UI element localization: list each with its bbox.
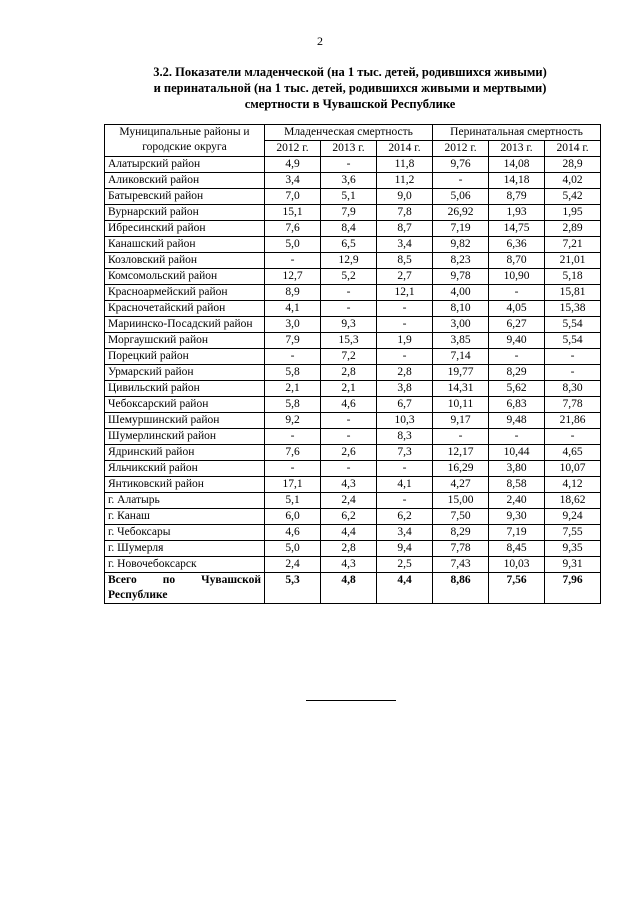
infant-mortality-value: 2,7 xyxy=(377,269,433,285)
header-year: 2012 г. xyxy=(265,141,321,157)
region-name: г. Новочебоксарск xyxy=(105,557,265,573)
table-row xyxy=(105,333,601,349)
infant-mortality-value: 7,6 xyxy=(265,445,321,461)
header-year: 2014 г. xyxy=(545,141,601,157)
infant-mortality-value: 3,0 xyxy=(265,317,321,333)
mortality-table xyxy=(104,124,601,604)
perinatal-mortality-value: 7,96 xyxy=(545,573,601,604)
infant-mortality-value: 8,9 xyxy=(265,285,321,301)
perinatal-mortality-value: 15,38 xyxy=(545,301,601,317)
infant-mortality-value: 2,8 xyxy=(321,541,377,557)
perinatal-mortality-value: 28,9 xyxy=(545,157,601,173)
infant-mortality-value: 7,9 xyxy=(265,333,321,349)
infant-mortality-value: 7,9 xyxy=(321,205,377,221)
perinatal-mortality-value: 9,30 xyxy=(489,509,545,525)
perinatal-mortality-value: 8,79 xyxy=(489,189,545,205)
region-name: Янтиковский район xyxy=(105,477,265,493)
infant-mortality-value: 11,2 xyxy=(377,173,433,189)
infant-mortality-value: 2,4 xyxy=(321,493,377,509)
perinatal-mortality-value: 9,35 xyxy=(545,541,601,557)
infant-mortality-value: 11,8 xyxy=(377,157,433,173)
perinatal-mortality-value: 7,19 xyxy=(489,525,545,541)
header-region: Муниципальные районы и городские округа xyxy=(105,125,265,157)
header-perinatal-mortality: Перинатальная смертность xyxy=(433,125,601,141)
infant-mortality-value: 4,8 xyxy=(321,573,377,604)
infant-mortality-value: 6,2 xyxy=(321,509,377,525)
region-name: Канашский район xyxy=(105,237,265,253)
perinatal-mortality-value: 15,81 xyxy=(545,285,601,301)
header-year: 2013 г. xyxy=(489,141,545,157)
infant-mortality-value: - xyxy=(321,461,377,477)
region-name: Комсомольский район xyxy=(105,269,265,285)
perinatal-mortality-value: 8,29 xyxy=(489,365,545,381)
infant-mortality-value: - xyxy=(265,253,321,269)
region-name: Красноармейский район xyxy=(105,285,265,301)
infant-mortality-value: 4,1 xyxy=(265,301,321,317)
infant-mortality-value: 5,1 xyxy=(321,189,377,205)
perinatal-mortality-value: 7,50 xyxy=(433,509,489,525)
infant-mortality-value: 4,4 xyxy=(321,525,377,541)
heading-line-1: 3.2. Показатели младенческой (на 1 тыс. детей, родившихся живыми) xyxy=(153,65,547,79)
infant-mortality-value: 15,1 xyxy=(265,205,321,221)
table-row xyxy=(105,301,601,317)
region-name: Чебоксарский район xyxy=(105,397,265,413)
infant-mortality-value: 3,4 xyxy=(377,525,433,541)
table-row xyxy=(105,509,601,525)
table-row xyxy=(105,365,601,381)
region-name: Вурнарский район xyxy=(105,205,265,221)
table-row xyxy=(105,381,601,397)
table-row xyxy=(105,317,601,333)
infant-mortality-value: 1,9 xyxy=(377,333,433,349)
perinatal-mortality-value: 3,00 xyxy=(433,317,489,333)
infant-mortality-value: - xyxy=(265,429,321,445)
infant-mortality-value: 4,6 xyxy=(265,525,321,541)
region-name: Мариинско-Посадский район xyxy=(105,317,265,333)
perinatal-mortality-value: 7,19 xyxy=(433,221,489,237)
infant-mortality-value: 8,7 xyxy=(377,221,433,237)
infant-mortality-value: - xyxy=(321,157,377,173)
table-header xyxy=(105,125,601,157)
infant-mortality-value: - xyxy=(321,413,377,429)
perinatal-mortality-value: 8,23 xyxy=(433,253,489,269)
infant-mortality-value: 4,3 xyxy=(321,477,377,493)
perinatal-mortality-value: 6,27 xyxy=(489,317,545,333)
footer-rule xyxy=(306,700,396,701)
table-row xyxy=(105,429,601,445)
infant-mortality-value: 5,8 xyxy=(265,365,321,381)
infant-mortality-value: 7,2 xyxy=(321,349,377,365)
perinatal-mortality-value: 9,17 xyxy=(433,413,489,429)
perinatal-mortality-value: 4,05 xyxy=(489,301,545,317)
table-row xyxy=(105,173,601,189)
infant-mortality-value: 5,0 xyxy=(265,237,321,253)
table-row xyxy=(105,285,601,301)
table-row xyxy=(105,205,601,221)
perinatal-mortality-value: 9,78 xyxy=(433,269,489,285)
infant-mortality-value: 15,3 xyxy=(321,333,377,349)
perinatal-mortality-value: 10,90 xyxy=(489,269,545,285)
infant-mortality-value: 3,4 xyxy=(377,237,433,253)
perinatal-mortality-value: 7,21 xyxy=(545,237,601,253)
region-name: Алатырский район xyxy=(105,157,265,173)
infant-mortality-value: - xyxy=(265,349,321,365)
perinatal-mortality-value: - xyxy=(433,173,489,189)
perinatal-mortality-value: 16,29 xyxy=(433,461,489,477)
region-name: г. Алатырь xyxy=(105,493,265,509)
table-row xyxy=(105,461,601,477)
infant-mortality-value: 6,2 xyxy=(377,509,433,525)
perinatal-mortality-value: 10,44 xyxy=(489,445,545,461)
perinatal-mortality-value: 6,36 xyxy=(489,237,545,253)
table-row xyxy=(105,413,601,429)
infant-mortality-value: 9,0 xyxy=(377,189,433,205)
perinatal-mortality-value: 5,42 xyxy=(545,189,601,205)
perinatal-mortality-value: 8,45 xyxy=(489,541,545,557)
region-name: Цивильский район xyxy=(105,381,265,397)
region-name: Ибресинский район xyxy=(105,221,265,237)
table-row xyxy=(105,445,601,461)
infant-mortality-value: 7,8 xyxy=(377,205,433,221)
region-name: г. Шумерля xyxy=(105,541,265,557)
perinatal-mortality-value: 7,78 xyxy=(545,397,601,413)
table-row xyxy=(105,237,601,253)
perinatal-mortality-value: 7,56 xyxy=(489,573,545,604)
perinatal-mortality-value: 5,18 xyxy=(545,269,601,285)
perinatal-mortality-value: 9,24 xyxy=(545,509,601,525)
infant-mortality-value: - xyxy=(377,317,433,333)
perinatal-mortality-value: 19,77 xyxy=(433,365,489,381)
table-row xyxy=(105,269,601,285)
perinatal-mortality-value: - xyxy=(489,429,545,445)
infant-mortality-value: - xyxy=(321,301,377,317)
region-name: Красночетайский район xyxy=(105,301,265,317)
header-infant-mortality: Младенческая смертность xyxy=(265,125,433,141)
perinatal-mortality-value: 9,48 xyxy=(489,413,545,429)
table-body xyxy=(105,157,601,604)
infant-mortality-value: 5,2 xyxy=(321,269,377,285)
region-name: г. Канаш xyxy=(105,509,265,525)
infant-mortality-value: 12,7 xyxy=(265,269,321,285)
infant-mortality-value: - xyxy=(265,461,321,477)
infant-mortality-value: 2,6 xyxy=(321,445,377,461)
perinatal-mortality-value: - xyxy=(489,349,545,365)
table-row xyxy=(105,525,601,541)
perinatal-mortality-value: 12,17 xyxy=(433,445,489,461)
region-name: Шумерлинский район xyxy=(105,429,265,445)
infant-mortality-value: 7,0 xyxy=(265,189,321,205)
perinatal-mortality-value: - xyxy=(433,429,489,445)
infant-mortality-value: 9,3 xyxy=(321,317,377,333)
perinatal-mortality-value: 3,80 xyxy=(489,461,545,477)
perinatal-mortality-value: 14,31 xyxy=(433,381,489,397)
perinatal-mortality-value: 21,86 xyxy=(545,413,601,429)
perinatal-mortality-value: - xyxy=(545,365,601,381)
region-name: Порецкий район xyxy=(105,349,265,365)
perinatal-mortality-value: 5,54 xyxy=(545,333,601,349)
region-name: Ядринский район xyxy=(105,445,265,461)
infant-mortality-value: 2,1 xyxy=(321,381,377,397)
perinatal-mortality-value: 7,78 xyxy=(433,541,489,557)
table-row xyxy=(105,189,601,205)
perinatal-mortality-value: 3,85 xyxy=(433,333,489,349)
infant-mortality-value: 6,7 xyxy=(377,397,433,413)
table-row xyxy=(105,477,601,493)
perinatal-mortality-value: 14,08 xyxy=(489,157,545,173)
table-row xyxy=(105,493,601,509)
perinatal-mortality-value: 2,40 xyxy=(489,493,545,509)
region-name: Урмарский район xyxy=(105,365,265,381)
header-year: 2012 г. xyxy=(433,141,489,157)
infant-mortality-value: 17,1 xyxy=(265,477,321,493)
infant-mortality-value: 4,6 xyxy=(321,397,377,413)
perinatal-mortality-value: 14,18 xyxy=(489,173,545,189)
perinatal-mortality-value: 4,12 xyxy=(545,477,601,493)
table-row xyxy=(105,253,601,269)
perinatal-mortality-value: 10,11 xyxy=(433,397,489,413)
infant-mortality-value: 5,3 xyxy=(265,573,321,604)
perinatal-mortality-value: 10,07 xyxy=(545,461,601,477)
infant-mortality-value: - xyxy=(321,429,377,445)
perinatal-mortality-value: 6,83 xyxy=(489,397,545,413)
infant-mortality-value: 4,3 xyxy=(321,557,377,573)
infant-mortality-value: 5,8 xyxy=(265,397,321,413)
perinatal-mortality-value: 7,14 xyxy=(433,349,489,365)
perinatal-mortality-value: - xyxy=(489,285,545,301)
infant-mortality-value: 8,3 xyxy=(377,429,433,445)
perinatal-mortality-value: 5,54 xyxy=(545,317,601,333)
perinatal-mortality-value: 9,76 xyxy=(433,157,489,173)
perinatal-mortality-value: 8,10 xyxy=(433,301,489,317)
region-name: Шемуршинский район xyxy=(105,413,265,429)
infant-mortality-value: 4,9 xyxy=(265,157,321,173)
perinatal-mortality-value: 9,40 xyxy=(489,333,545,349)
table-row xyxy=(105,157,601,173)
region-name: Козловский район xyxy=(105,253,265,269)
infant-mortality-value: - xyxy=(377,493,433,509)
region-name: Аликовский район xyxy=(105,173,265,189)
region-name: Батыревский район xyxy=(105,189,265,205)
perinatal-mortality-value: 4,02 xyxy=(545,173,601,189)
perinatal-mortality-value: 8,86 xyxy=(433,573,489,604)
perinatal-mortality-value: 4,65 xyxy=(545,445,601,461)
perinatal-mortality-value: 5,62 xyxy=(489,381,545,397)
perinatal-mortality-value: 15,00 xyxy=(433,493,489,509)
infant-mortality-value: 7,6 xyxy=(265,221,321,237)
infant-mortality-value: - xyxy=(377,349,433,365)
perinatal-mortality-value: 7,55 xyxy=(545,525,601,541)
table-row xyxy=(105,349,601,365)
infant-mortality-value: 3,6 xyxy=(321,173,377,189)
heading-line-2: и перинатальной (на 1 тыс. детей, родившихся живыми и мертвыми) xyxy=(153,81,547,95)
infant-mortality-value: 2,8 xyxy=(377,365,433,381)
infant-mortality-value: 5,0 xyxy=(265,541,321,557)
infant-mortality-value: 9,4 xyxy=(377,541,433,557)
infant-mortality-value: 3,8 xyxy=(377,381,433,397)
infant-mortality-value: 2,4 xyxy=(265,557,321,573)
perinatal-mortality-value: 4,27 xyxy=(433,477,489,493)
table-row xyxy=(105,557,601,573)
region-name: Моргаушский район xyxy=(105,333,265,349)
perinatal-mortality-value: 9,31 xyxy=(545,557,601,573)
table-total-row xyxy=(105,573,601,604)
infant-mortality-value: 12,1 xyxy=(377,285,433,301)
perinatal-mortality-value: 8,58 xyxy=(489,477,545,493)
infant-mortality-value: 6,5 xyxy=(321,237,377,253)
infant-mortality-value: 12,9 xyxy=(321,253,377,269)
infant-mortality-value: 2,1 xyxy=(265,381,321,397)
perinatal-mortality-value: 26,92 xyxy=(433,205,489,221)
perinatal-mortality-value: 2,89 xyxy=(545,221,601,237)
infant-mortality-value: 5,1 xyxy=(265,493,321,509)
table-row xyxy=(105,397,601,413)
perinatal-mortality-value: - xyxy=(545,429,601,445)
table-row xyxy=(105,221,601,237)
region-name: Всего по Чувашской Республике xyxy=(105,573,265,604)
infant-mortality-value: 8,4 xyxy=(321,221,377,237)
region-name: Яльчикский район xyxy=(105,461,265,477)
infant-mortality-value: - xyxy=(321,285,377,301)
perinatal-mortality-value: 8,29 xyxy=(433,525,489,541)
perinatal-mortality-value: 14,75 xyxy=(489,221,545,237)
perinatal-mortality-value: 8,70 xyxy=(489,253,545,269)
perinatal-mortality-value: 4,00 xyxy=(433,285,489,301)
perinatal-mortality-value: 21,01 xyxy=(545,253,601,269)
infant-mortality-value: 6,0 xyxy=(265,509,321,525)
region-name: г. Чебоксары xyxy=(105,525,265,541)
perinatal-mortality-value: 10,03 xyxy=(489,557,545,573)
perinatal-mortality-value: 8,30 xyxy=(545,381,601,397)
perinatal-mortality-value: 1,93 xyxy=(489,205,545,221)
infant-mortality-value: - xyxy=(377,301,433,317)
perinatal-mortality-value: 1,95 xyxy=(545,205,601,221)
header-year: 2013 г. xyxy=(321,141,377,157)
infant-mortality-value: 8,5 xyxy=(377,253,433,269)
infant-mortality-value: 2,8 xyxy=(321,365,377,381)
perinatal-mortality-value: 9,82 xyxy=(433,237,489,253)
infant-mortality-value: 9,2 xyxy=(265,413,321,429)
perinatal-mortality-value: 7,43 xyxy=(433,557,489,573)
infant-mortality-value: 4,1 xyxy=(377,477,433,493)
perinatal-mortality-value: - xyxy=(545,349,601,365)
perinatal-mortality-value: 5,06 xyxy=(433,189,489,205)
page-number: 2 xyxy=(317,34,323,48)
infant-mortality-value: 4,4 xyxy=(377,573,433,604)
table-row xyxy=(105,541,601,557)
heading-line-3: смертности в Чувашской Республике xyxy=(244,97,456,111)
section-heading xyxy=(100,64,600,112)
infant-mortality-value: - xyxy=(377,461,433,477)
infant-mortality-value: 3,4 xyxy=(265,173,321,189)
infant-mortality-value: 10,3 xyxy=(377,413,433,429)
header-year: 2014 г. xyxy=(377,141,433,157)
infant-mortality-value: 2,5 xyxy=(377,557,433,573)
infant-mortality-value: 7,3 xyxy=(377,445,433,461)
perinatal-mortality-value: 18,62 xyxy=(545,493,601,509)
